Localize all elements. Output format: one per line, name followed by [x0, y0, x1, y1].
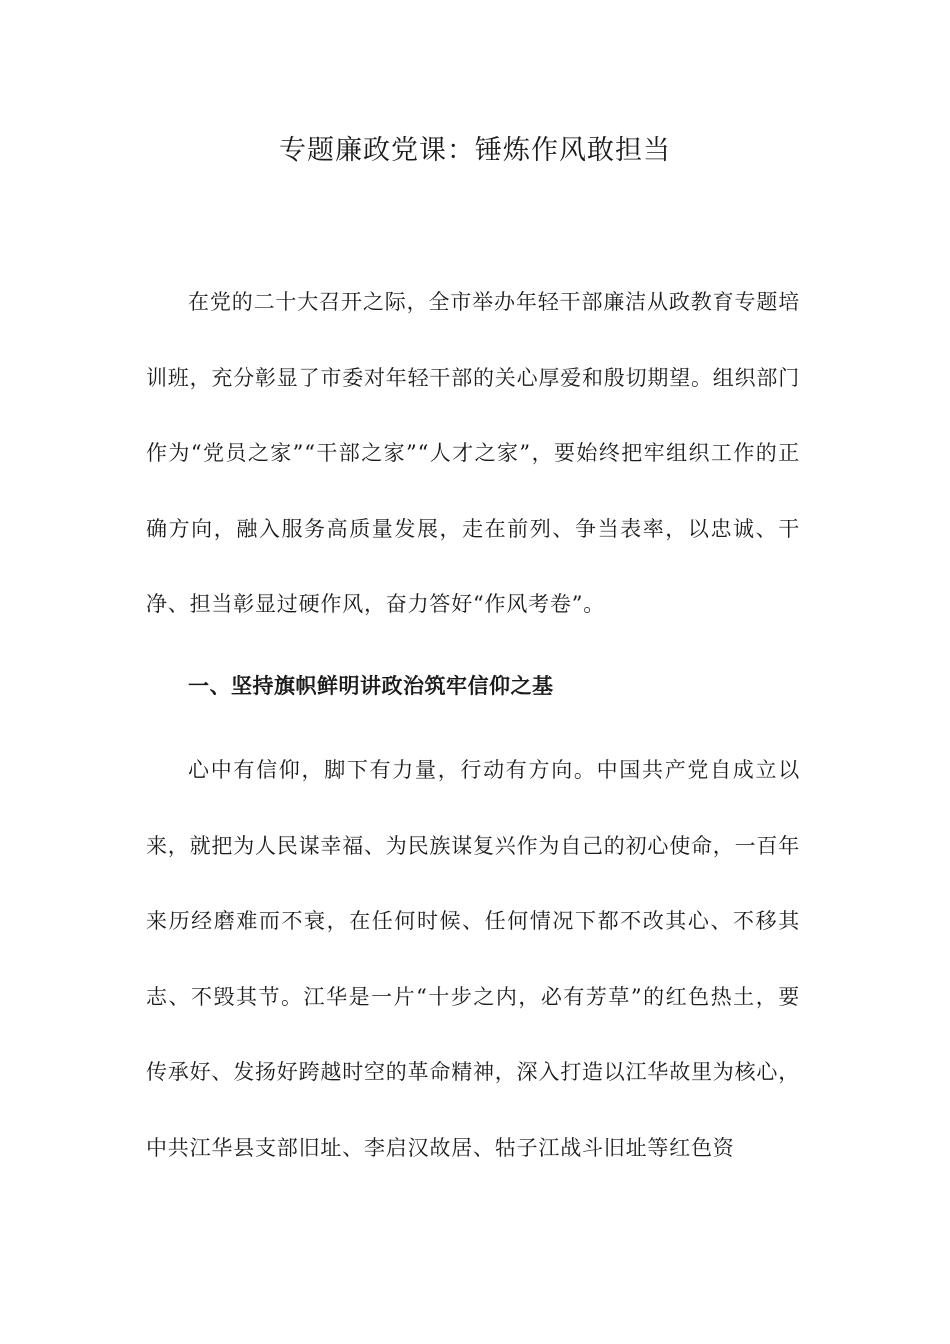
paragraph-1: 在党的二十大召开之际，全市举办年轻干部廉洁从政教育专题培训班，充分彰显了市委对年轻干部的关心厚爱和殷切期望。组织部门作为“党员之家”“干部之家”“人才之家”，要始终把牢组织工作的正确方向，融入服务高质量发展，走在前列、争当表率，以忠诚、干净、担当彰显过硬作风，奋力答好“作风考卷”。 [146, 290, 800, 616]
paragraph-2-block [146, 733, 800, 1186]
section-1-heading: 一、坚持旗帜鲜明讲政治筑牢信仰之基 [188, 674, 554, 698]
paragraph-2: 心中有信仰，脚下有力量，行动有方向。中国共产党自成立以来，就把为人民谋幸福、为民族谋复兴作为自己的初心使命，一百年来历经磨难而不衰，在任何时候、任何情况下都不改其心、不移其志、不毁其节。江华是一片“十步之内，必有芳草”的红色热土，要传承好、发扬好跨越时空的革命精神，深入打造以江华故里为核心，中共江华县支部旧址、李启汉故居、牯子江战斗旧址等红色资 [146, 758, 800, 1160]
document-title: 专题廉政党课：锤炼作风敢担当 [279, 135, 671, 166]
paragraph-1-block [146, 265, 800, 643]
